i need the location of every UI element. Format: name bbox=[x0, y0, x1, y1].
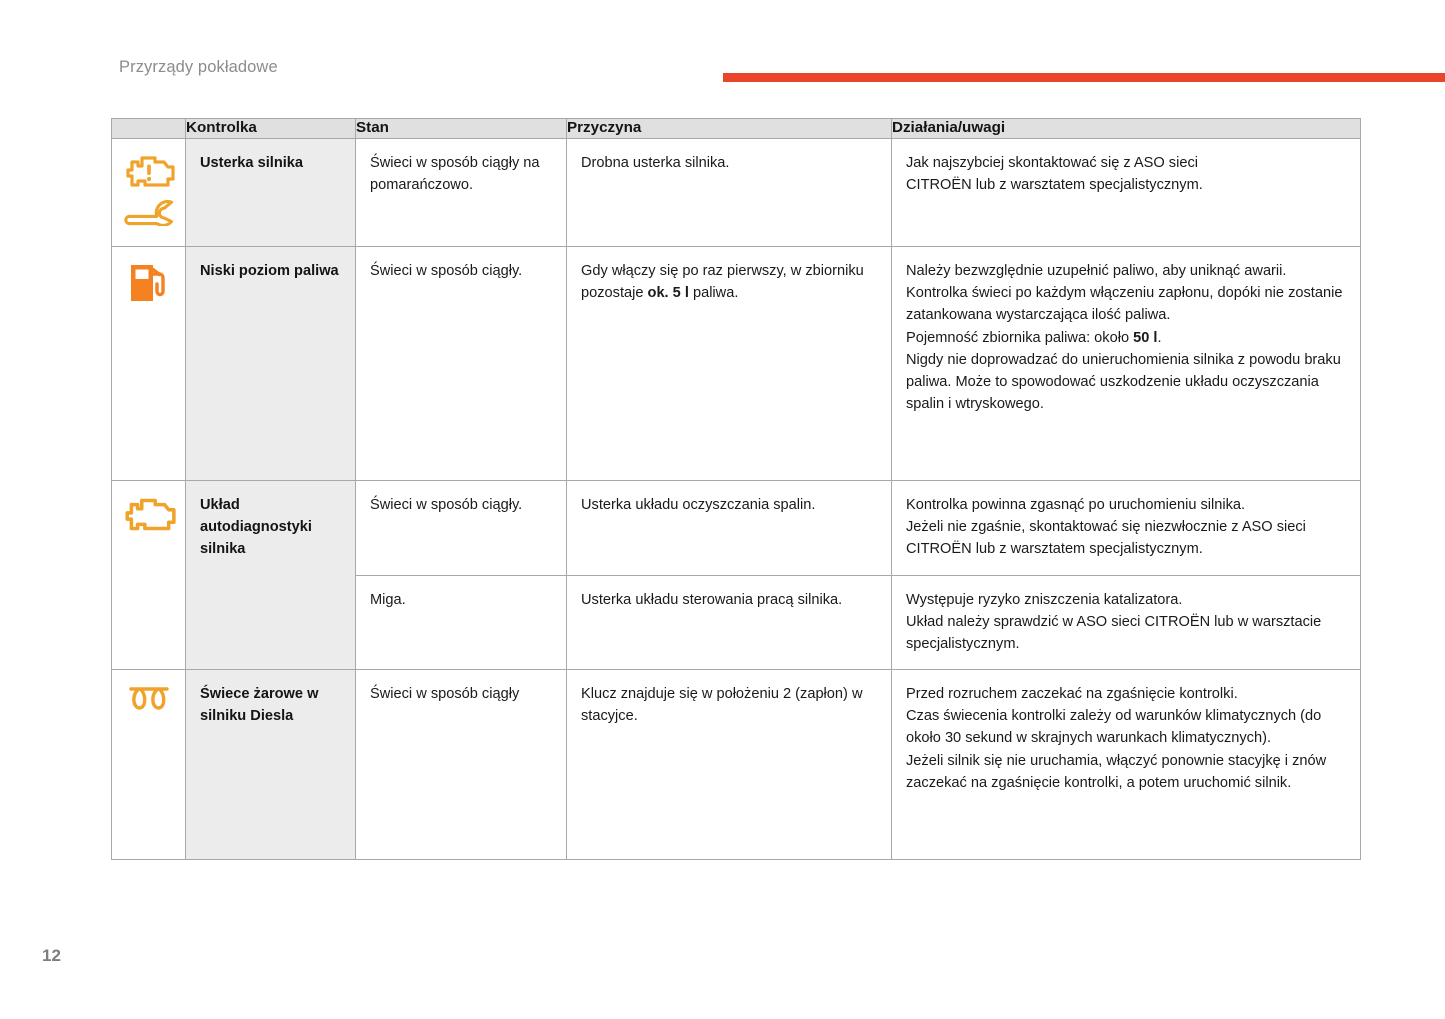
row-icon-cell-engine-fault bbox=[112, 139, 186, 247]
table-row bbox=[112, 481, 1361, 576]
row-icon-cell-engine-diagnostics bbox=[112, 481, 186, 670]
action-paragraph: Układ należy sprawdzić w ASO sieci CITROËN lub w warsztacie specjalistycznym. bbox=[906, 613, 1322, 652]
row-state-engine-diagnostics-blinking: Miga. bbox=[356, 575, 567, 670]
row-cause-engine-diagnostics-steady: Usterka układu oczyszczania spalin. bbox=[567, 481, 892, 576]
action-paragraph: Nigdy nie doprowadzać do unieruchomienia silnika z powodu braku paliwa. Może to spowodować uszkodzenie układu oczyszczania spalin i wtryskowego. bbox=[906, 351, 1341, 413]
table-body bbox=[112, 139, 1361, 860]
page-title: Przyrządy pokładowe bbox=[119, 58, 278, 76]
action-paragraph: Należy bezwzględnie uzupełnić paliwo, aby uniknąć awarii. bbox=[906, 263, 1287, 279]
action-line: Jak najszybciej skontaktować się z ASO sieci bbox=[906, 155, 1198, 171]
warning-lights-table bbox=[111, 118, 1361, 860]
row-action-low-fuel bbox=[892, 247, 1361, 481]
row-cause-low-fuel bbox=[567, 247, 892, 481]
action-paragraph: Jeżeli silnik się nie uruchamia, włączyć ponownie stacyjkę i znów zaczekać na zgaśnięcie kontrolki, a potem uruchomić silnik. bbox=[906, 752, 1327, 791]
table-header-row bbox=[112, 119, 1361, 139]
action-paragraph: Jeżeli nie zgaśnie, skontaktować się niezwłocznie z ASO sieci CITROËN lub z warsztatem specjalistycznym. bbox=[906, 519, 1306, 558]
table-header bbox=[112, 119, 1361, 139]
action-line: CITROËN lub z warsztatem specjalistycznym. bbox=[906, 177, 1203, 194]
engine-fault-icon bbox=[122, 153, 176, 191]
row-action-engine-diagnostics-blinking bbox=[892, 575, 1361, 670]
cause-text-post: paliwa. bbox=[688, 285, 739, 302]
diesel-glow-plug-icon bbox=[127, 684, 171, 712]
row-action-engine-fault bbox=[892, 139, 1361, 247]
page-header bbox=[0, 58, 1445, 94]
row-state-engine-fault: Świeci w sposób ciągły na pomarańczowo. bbox=[356, 139, 567, 247]
action-text-bold: 50 l bbox=[1133, 329, 1158, 346]
cause-text-bold: ok. 5 l bbox=[647, 285, 689, 302]
column-header-przyczyna: Przyczyna bbox=[567, 119, 892, 139]
column-header-icon bbox=[112, 119, 186, 139]
action-paragraph: Przed rozruchem zaczekać na zgaśnięcie kontrolki. bbox=[906, 686, 1238, 703]
table-row bbox=[112, 247, 1361, 481]
row-action-engine-diagnostics-steady bbox=[892, 481, 1361, 576]
action-paragraph: Czas świecenia kontrolki zależy od warunków klimatycznych (do około 30 sekund w skrajnych warunkach klimatycznych). bbox=[906, 708, 1322, 747]
fuel-pump-icon bbox=[127, 261, 171, 305]
wrench-icon bbox=[123, 200, 175, 226]
row-name-glow-plug: Świece żarowe w silniku Diesla bbox=[186, 670, 356, 860]
row-name-low-fuel: Niski poziom paliwa bbox=[186, 247, 356, 481]
row-name-engine-fault: Usterka silnika bbox=[186, 139, 356, 247]
row-name-engine-diagnostics: Układ autodiagnostyki silnika bbox=[186, 481, 356, 670]
row-cause-glow-plug: Klucz znajduje się w położeniu 2 (zapłon) w stacyjce. bbox=[567, 670, 892, 860]
action-text-post: . bbox=[1157, 329, 1162, 346]
row-icon-cell-low-fuel bbox=[112, 247, 186, 481]
action-paragraph: Występuje ryzyko zniszczenia katalizatora. bbox=[906, 591, 1183, 608]
row-icon-cell-glow-plug bbox=[112, 670, 186, 860]
action-paragraph: Kontrolka świeci po każdym włączeniu zapłonu, dopóki nie zostanie zatankowana wystarczająca ilość paliwa. bbox=[906, 285, 1343, 324]
row-cause-engine-fault: Drobna usterka silnika. bbox=[567, 139, 892, 247]
cause-text-pre: Gdy włączy się po raz pierwszy, w zbiorniku pozostaje bbox=[581, 263, 864, 302]
row-action-glow-plug bbox=[892, 670, 1361, 860]
action-paragraph: Kontrolka powinna zgasnąć po uruchomieniu silnika. bbox=[906, 497, 1246, 513]
engine-self-diagnostics-icon bbox=[121, 495, 177, 535]
row-state-low-fuel: Świeci w sposób ciągły. bbox=[356, 247, 567, 481]
row-state-engine-diagnostics-steady: Świeci w sposób ciągły. bbox=[356, 481, 567, 576]
header-accent-rule bbox=[723, 73, 1445, 82]
column-header-dzialania: Działania/uwagi bbox=[892, 119, 1361, 139]
action-paragraph bbox=[906, 327, 1347, 349]
column-header-stan: Stan bbox=[356, 119, 567, 139]
column-header-kontrolka: Kontrolka bbox=[186, 119, 356, 139]
action-text-pre: Pojemność zbiornika paliwa: około bbox=[906, 329, 1134, 346]
table-row bbox=[112, 139, 1361, 247]
row-cause-engine-diagnostics-blinking: Usterka układu sterowania pracą silnika. bbox=[567, 575, 892, 670]
row-state-glow-plug: Świeci w sposób ciągły bbox=[356, 670, 567, 860]
page-number: 12 bbox=[42, 946, 61, 965]
table-row bbox=[112, 670, 1361, 860]
